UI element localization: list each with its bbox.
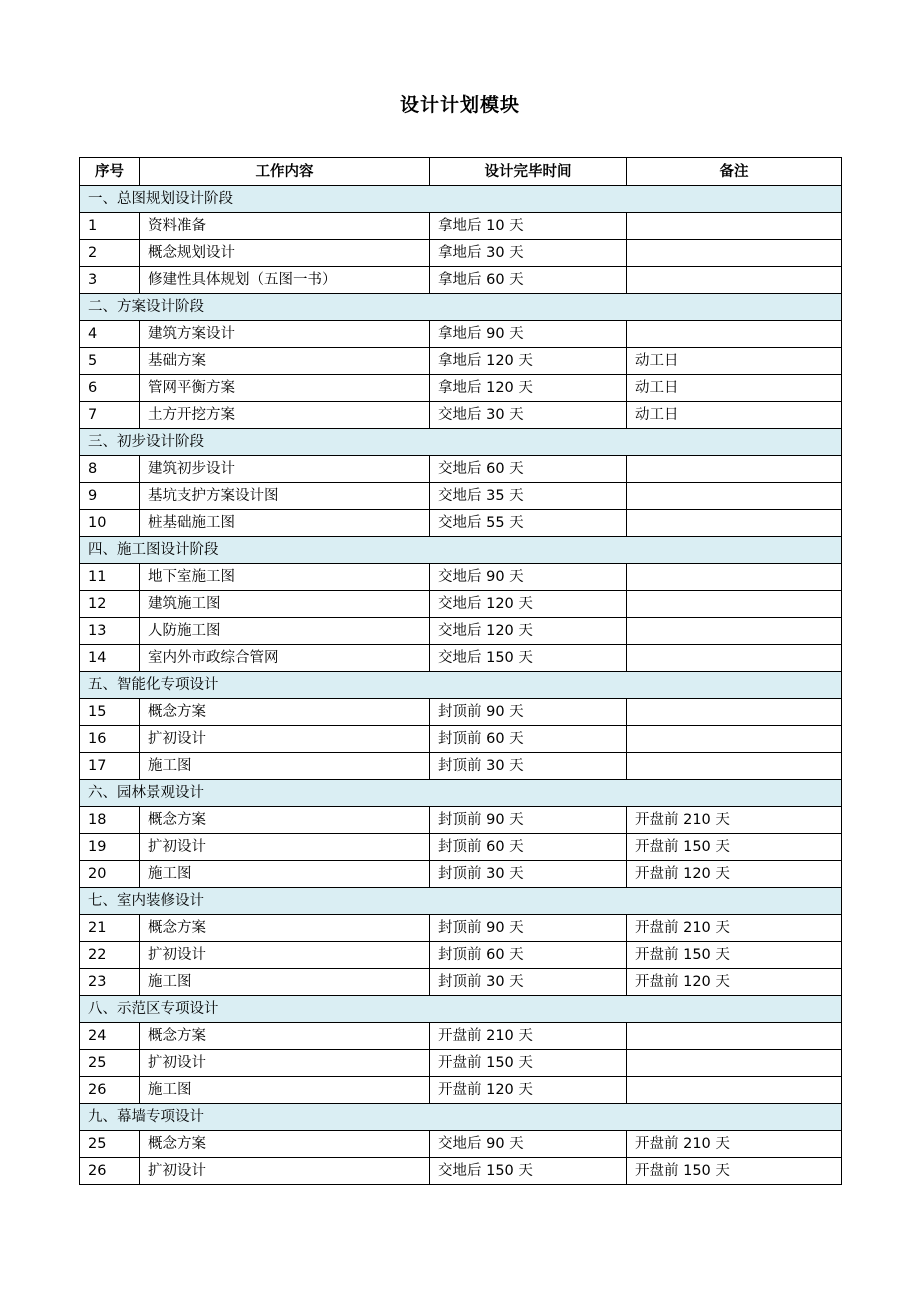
cell-content: 桩基础施工图 xyxy=(140,510,430,537)
cell-no: 6 xyxy=(80,375,140,402)
cell-note xyxy=(627,1077,842,1104)
cell-content: 基坑支护方案设计图 xyxy=(140,483,430,510)
cell-note: 开盘前 150 天 xyxy=(627,1158,842,1185)
cell-no: 10 xyxy=(80,510,140,537)
cell-content: 施工图 xyxy=(140,753,430,780)
section-row xyxy=(80,186,842,213)
cell-time: 交地后 90 天 xyxy=(430,1131,627,1158)
cell-no: 24 xyxy=(80,1023,140,1050)
cell-no: 5 xyxy=(80,348,140,375)
cell-time: 封顶前 60 天 xyxy=(430,726,627,753)
cell-note xyxy=(627,213,842,240)
table-row xyxy=(80,969,842,996)
cell-no: 4 xyxy=(80,321,140,348)
cell-note xyxy=(627,618,842,645)
cell-note: 开盘前 150 天 xyxy=(627,834,842,861)
cell-content: 扩初设计 xyxy=(140,942,430,969)
cell-no: 19 xyxy=(80,834,140,861)
cell-time: 交地后 60 天 xyxy=(430,456,627,483)
cell-content: 管网平衡方案 xyxy=(140,375,430,402)
cell-no: 23 xyxy=(80,969,140,996)
table-row xyxy=(80,375,842,402)
cell-content: 扩初设计 xyxy=(140,834,430,861)
cell-no: 7 xyxy=(80,402,140,429)
section-title: 八、示范区专项设计 xyxy=(80,996,842,1023)
cell-content: 建筑初步设计 xyxy=(140,456,430,483)
cell-content: 资料准备 xyxy=(140,213,430,240)
section-title: 九、幕墙专项设计 xyxy=(80,1104,842,1131)
cell-note xyxy=(627,321,842,348)
table-row xyxy=(80,645,842,672)
table-row xyxy=(80,1158,842,1185)
cell-content: 概念方案 xyxy=(140,699,430,726)
table-row xyxy=(80,915,842,942)
cell-time: 封顶前 30 天 xyxy=(430,861,627,888)
cell-content: 概念规划设计 xyxy=(140,240,430,267)
cell-content: 概念方案 xyxy=(140,915,430,942)
cell-no: 9 xyxy=(80,483,140,510)
cell-note: 开盘前 210 天 xyxy=(627,915,842,942)
table-row xyxy=(80,240,842,267)
section-title: 四、施工图设计阶段 xyxy=(80,537,842,564)
table-body xyxy=(80,186,842,1185)
cell-time: 拿地后 10 天 xyxy=(430,213,627,240)
table-row xyxy=(80,1131,842,1158)
cell-time: 封顶前 30 天 xyxy=(430,753,627,780)
cell-no: 8 xyxy=(80,456,140,483)
cell-note: 开盘前 120 天 xyxy=(627,861,842,888)
cell-content: 施工图 xyxy=(140,861,430,888)
cell-time: 拿地后 120 天 xyxy=(430,375,627,402)
cell-no: 16 xyxy=(80,726,140,753)
table-row xyxy=(80,402,842,429)
table-row xyxy=(80,267,842,294)
header-content: 工作内容 xyxy=(140,158,430,186)
cell-no: 26 xyxy=(80,1158,140,1185)
cell-time: 拿地后 90 天 xyxy=(430,321,627,348)
table-row xyxy=(80,1023,842,1050)
cell-no: 25 xyxy=(80,1131,140,1158)
cell-time: 交地后 30 天 xyxy=(430,402,627,429)
cell-note xyxy=(627,699,842,726)
cell-note: 开盘前 210 天 xyxy=(627,807,842,834)
section-title: 一、总图规划设计阶段 xyxy=(80,186,842,213)
cell-no: 3 xyxy=(80,267,140,294)
cell-time: 封顶前 60 天 xyxy=(430,942,627,969)
cell-note xyxy=(627,483,842,510)
cell-time: 交地后 120 天 xyxy=(430,591,627,618)
cell-note xyxy=(627,267,842,294)
cell-time: 交地后 35 天 xyxy=(430,483,627,510)
cell-note: 动工日 xyxy=(627,375,842,402)
cell-time: 交地后 120 天 xyxy=(430,618,627,645)
cell-content: 施工图 xyxy=(140,969,430,996)
cell-note xyxy=(627,564,842,591)
cell-content: 建筑方案设计 xyxy=(140,321,430,348)
section-row xyxy=(80,429,842,456)
table-row xyxy=(80,348,842,375)
cell-time: 开盘前 150 天 xyxy=(430,1050,627,1077)
header-no: 序号 xyxy=(80,158,140,186)
table-row xyxy=(80,564,842,591)
table-row xyxy=(80,618,842,645)
cell-content: 扩初设计 xyxy=(140,1050,430,1077)
cell-content: 扩初设计 xyxy=(140,726,430,753)
cell-no: 25 xyxy=(80,1050,140,1077)
table-row xyxy=(80,591,842,618)
cell-no: 21 xyxy=(80,915,140,942)
cell-no: 20 xyxy=(80,861,140,888)
cell-time: 封顶前 90 天 xyxy=(430,807,627,834)
section-row xyxy=(80,537,842,564)
table-row xyxy=(80,213,842,240)
cell-content: 基础方案 xyxy=(140,348,430,375)
cell-note: 动工日 xyxy=(627,402,842,429)
cell-content: 建筑施工图 xyxy=(140,591,430,618)
cell-note xyxy=(627,1050,842,1077)
section-row xyxy=(80,996,842,1023)
cell-time: 交地后 150 天 xyxy=(430,645,627,672)
cell-note xyxy=(627,753,842,780)
cell-no: 14 xyxy=(80,645,140,672)
section-title: 三、初步设计阶段 xyxy=(80,429,842,456)
header-note: 备注 xyxy=(627,158,842,186)
cell-time: 封顶前 90 天 xyxy=(430,915,627,942)
cell-note xyxy=(627,726,842,753)
cell-note xyxy=(627,1023,842,1050)
cell-note: 动工日 xyxy=(627,348,842,375)
header-time: 设计完毕时间 xyxy=(430,158,627,186)
table-row xyxy=(80,942,842,969)
cell-no: 2 xyxy=(80,240,140,267)
cell-time: 开盘前 120 天 xyxy=(430,1077,627,1104)
table-row xyxy=(80,456,842,483)
cell-time: 拿地后 120 天 xyxy=(430,348,627,375)
cell-time: 封顶前 60 天 xyxy=(430,834,627,861)
cell-content: 修建性具体规划（五图一书） xyxy=(140,267,430,294)
cell-time: 开盘前 210 天 xyxy=(430,1023,627,1050)
section-row xyxy=(80,888,842,915)
cell-no: 22 xyxy=(80,942,140,969)
cell-no: 15 xyxy=(80,699,140,726)
table-row xyxy=(80,834,842,861)
table-row xyxy=(80,1077,842,1104)
cell-note xyxy=(627,591,842,618)
table-row xyxy=(80,861,842,888)
cell-content: 室内外市政综合管网 xyxy=(140,645,430,672)
table-row xyxy=(80,510,842,537)
header-row xyxy=(80,158,842,186)
cell-time: 拿地后 30 天 xyxy=(430,240,627,267)
cell-time: 封顶前 90 天 xyxy=(430,699,627,726)
section-row xyxy=(80,780,842,807)
cell-note xyxy=(627,510,842,537)
cell-note xyxy=(627,645,842,672)
cell-content: 人防施工图 xyxy=(140,618,430,645)
cell-note xyxy=(627,240,842,267)
cell-time: 交地后 90 天 xyxy=(430,564,627,591)
cell-no: 11 xyxy=(80,564,140,591)
table-row xyxy=(80,483,842,510)
cell-time: 拿地后 60 天 xyxy=(430,267,627,294)
cell-content: 土方开挖方案 xyxy=(140,402,430,429)
cell-content: 地下室施工图 xyxy=(140,564,430,591)
cell-note: 开盘前 120 天 xyxy=(627,969,842,996)
section-row xyxy=(80,1104,842,1131)
table-row xyxy=(80,807,842,834)
cell-note xyxy=(627,456,842,483)
cell-note: 开盘前 150 天 xyxy=(627,942,842,969)
design-plan-table xyxy=(79,157,842,1185)
section-row xyxy=(80,672,842,699)
section-title: 五、智能化专项设计 xyxy=(80,672,842,699)
section-row xyxy=(80,294,842,321)
page-title: 设计计划模块 xyxy=(399,94,520,116)
section-title: 六、园林景观设计 xyxy=(80,780,842,807)
cell-no: 12 xyxy=(80,591,140,618)
cell-no: 1 xyxy=(80,213,140,240)
table-row xyxy=(80,1050,842,1077)
cell-time: 交地后 55 天 xyxy=(430,510,627,537)
cell-no: 18 xyxy=(80,807,140,834)
cell-content: 概念方案 xyxy=(140,1023,430,1050)
cell-no: 13 xyxy=(80,618,140,645)
table-row xyxy=(80,699,842,726)
table-row xyxy=(80,753,842,780)
table-row xyxy=(80,321,842,348)
cell-time: 交地后 150 天 xyxy=(430,1158,627,1185)
section-title: 七、室内装修设计 xyxy=(80,888,842,915)
table-row xyxy=(80,726,842,753)
cell-note: 开盘前 210 天 xyxy=(627,1131,842,1158)
cell-content: 扩初设计 xyxy=(140,1158,430,1185)
cell-content: 概念方案 xyxy=(140,1131,430,1158)
cell-content: 施工图 xyxy=(140,1077,430,1104)
cell-time: 封顶前 30 天 xyxy=(430,969,627,996)
section-title: 二、方案设计阶段 xyxy=(80,294,842,321)
cell-no: 17 xyxy=(80,753,140,780)
cell-no: 26 xyxy=(80,1077,140,1104)
cell-content: 概念方案 xyxy=(140,807,430,834)
